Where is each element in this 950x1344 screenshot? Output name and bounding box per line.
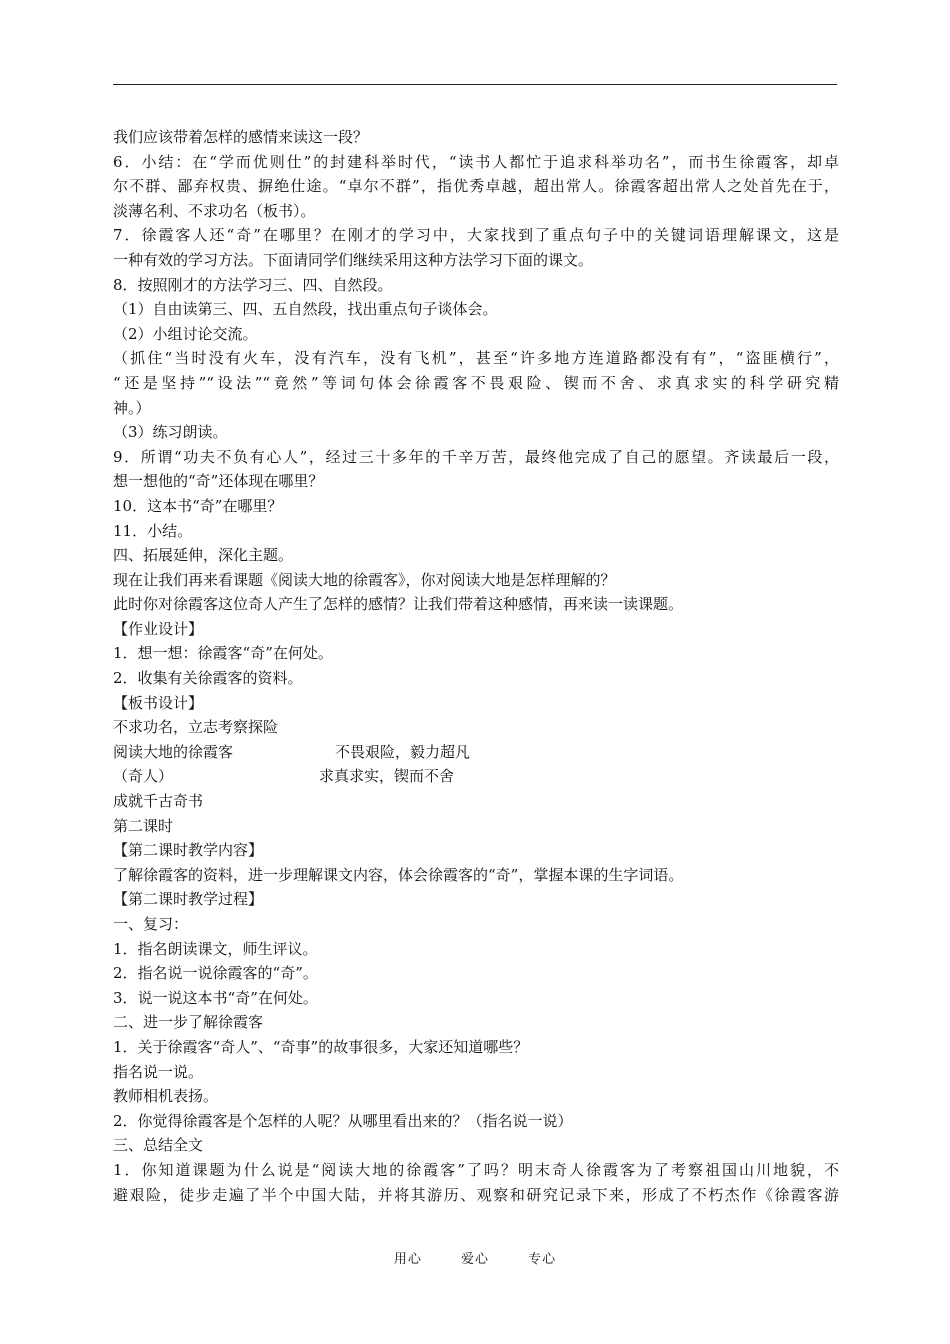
- text-line-content: 指名说一说。: [113, 1062, 204, 1081]
- text-line: [113, 273, 839, 298]
- text-line: [113, 887, 839, 912]
- text-line-content: 2．你觉得徐霞客是个怎样的人呢？从哪里看出来的？（指名说一说）: [113, 1111, 573, 1130]
- text-line-content: 现在让我们再来看课题《阅读大地的徐霞客》，你对阅读大地是怎样理解的？: [113, 570, 616, 589]
- text-line-content: 【板书设计】: [113, 693, 204, 712]
- text-line: [113, 346, 839, 371]
- text-line-content: 我们应该带着怎样的感情来读这一段？: [113, 128, 369, 146]
- text-line-content: （奇人）: [113, 767, 174, 786]
- text-line: [113, 912, 839, 937]
- text-line: [113, 371, 839, 396]
- text-line-content: 尔不群、鄙弃权贵、摒绝仕途。“卓尔不群”，指优秀卓越，超出常人。徐霞客超出常人之处首先在于，: [113, 177, 839, 196]
- text-line: [113, 863, 839, 888]
- text-line: [113, 691, 839, 716]
- text-line: [113, 543, 839, 568]
- text-line-content: 阅读大地的徐霞客: [113, 742, 234, 761]
- text-line: [113, 1109, 839, 1134]
- text-line: [113, 961, 839, 986]
- text-line-content: 三、总结全文: [113, 1136, 204, 1155]
- text-line: [113, 715, 839, 740]
- text-line-content: 1．关于徐霞客“奇人”、“奇事”的故事很多，大家还知道哪些？: [113, 1037, 529, 1056]
- text-line-content: 7．徐霞客人还“奇”在哪里？在刚才的学习中，大家找到了重点句子中的关键词语理解课文，这是: [113, 226, 839, 245]
- text-line-content: 2．收集有关徐霞客的资料。: [113, 669, 303, 688]
- text-line: [113, 248, 839, 273]
- text-line: [113, 592, 839, 617]
- text-line-content: 第二课时: [113, 816, 174, 835]
- text-line-content: （3）练习朗读。: [113, 423, 228, 442]
- text-line: [113, 1010, 839, 1035]
- text-line: [113, 396, 839, 421]
- text-line-content: （2）小组讨论交流。: [113, 324, 258, 343]
- text-line-content: 不求功名，立志考察探险: [113, 718, 279, 737]
- text-line-content: 8．按照刚才的方法学习三、四、自然段。: [113, 275, 393, 294]
- text-line: [113, 1060, 839, 1085]
- text-line-content: 避艰险，徒步走遍了半个中国大陆，并将其游历、观察和研究记录下来，形成了不朽杰作《徐霞客游: [113, 1185, 839, 1204]
- text-line: [113, 740, 839, 765]
- text-line-content: 四、拓展延伸，深化主题。: [113, 546, 294, 565]
- text-line-content: 1．指名朗读课文，师生评议。: [113, 939, 318, 958]
- text-line: [113, 838, 839, 863]
- text-line: [113, 519, 839, 544]
- text-line: [113, 789, 839, 814]
- footer-text-3: 专心: [528, 1252, 557, 1267]
- text-line-content: 【第二课时教学内容】: [113, 841, 264, 860]
- text-line: [113, 986, 839, 1011]
- text-line-content: “还是坚持”“设法”“竟然”等词句体会徐霞客不畏艰险、锲而不舍、求真求实的科学研究精: [113, 373, 839, 392]
- text-line: [113, 1158, 839, 1183]
- text-line: [113, 617, 839, 642]
- text-line: [113, 666, 839, 691]
- text-line-content: 二、进一步了解徐霞客: [113, 1013, 264, 1032]
- text-line-content: 10．这本书“奇”在哪里？: [113, 496, 283, 515]
- text-line-content: 一种有效的学习方法。下面请同学们继续采用这种方法学习下面的课文。: [113, 250, 594, 269]
- text-line-right-column: 不畏艰险，毅力超凡: [335, 742, 471, 761]
- text-line: [113, 223, 839, 248]
- header-rule: [113, 84, 837, 85]
- text-line: [113, 125, 839, 150]
- text-line: [113, 322, 839, 347]
- text-line: [113, 174, 839, 199]
- text-line-content: 淡薄名利、不求功名（板书）。: [113, 201, 316, 220]
- document-body: [113, 125, 839, 1207]
- text-line-content: 神。）: [113, 398, 151, 417]
- footer-text-2: 爱心: [460, 1252, 489, 1267]
- text-line-content: 6．小结：在“学而优则仕”的封建科举时代，“读书人都忙于追求科举功名”，而书生徐霞客，却卓: [113, 152, 839, 171]
- text-line-content: 2．指名说一说徐霞客的“奇”。: [113, 964, 318, 983]
- text-line-content: 成就千古奇书: [113, 792, 204, 811]
- text-line: [113, 814, 839, 839]
- page-footer: [0, 1248, 950, 1267]
- text-line-right-column: 求真求实，锲而不舍: [319, 767, 455, 786]
- text-line: [113, 420, 839, 445]
- footer-text-1: 用心: [393, 1252, 422, 1267]
- text-line: [113, 150, 839, 175]
- text-line: [113, 445, 839, 470]
- text-line-content: 3．说一说这本书“奇”在何处。: [113, 988, 318, 1007]
- text-line-content: 想一想他的“奇”还体现在哪里？: [113, 472, 324, 491]
- text-line: [113, 494, 839, 519]
- text-line-content: 教师相机表扬。: [113, 1087, 219, 1106]
- text-line: [113, 297, 839, 322]
- text-line: [113, 764, 839, 789]
- text-line-content: 【第二课时教学过程】: [113, 890, 264, 909]
- text-line-content: 了解徐霞客的资料，进一步理解课文内容，体会徐霞客的“奇”，掌握本课的生字词语。: [113, 865, 684, 884]
- text-line-content: 1．想一想：徐霞客“奇”在何处。: [113, 644, 333, 663]
- text-line: [113, 1183, 839, 1208]
- text-line-content: （1）自由读第三、四、五自然段，找出重点句子谈体会。: [113, 300, 498, 319]
- text-line-content: 1．你知道课题为什么说是“阅读大地的徐霞客”了吗？明末奇人徐霞客为了考察祖国山川地貌，不: [113, 1160, 839, 1179]
- text-line: [113, 199, 839, 224]
- text-line: [113, 568, 839, 593]
- text-line-content: 11．小结。: [113, 521, 193, 540]
- text-line: [113, 469, 839, 494]
- text-line: [113, 937, 839, 962]
- text-line: [113, 641, 839, 666]
- text-line-content: （抓住“当时没有火车，没有汽车，没有飞机”，甚至“许多地方连道路都没有有”，“盗匪横行”，: [113, 349, 839, 368]
- text-line-content: 此时你对徐霞客这位奇人产生了怎样的感情？让我们带着这种感情，再来读一读课题。: [113, 595, 684, 614]
- text-line-content: 【作业设计】: [113, 619, 204, 638]
- text-line-content: 一、复习：: [113, 915, 189, 933]
- text-line: [113, 1035, 839, 1060]
- text-line-content: 9．所谓“功夫不负有心人”，经过三十多年的千辛万苦，最终他完成了自己的愿望。齐读最后一段，: [113, 447, 839, 466]
- text-line: [113, 1133, 839, 1158]
- text-line: [113, 1084, 839, 1109]
